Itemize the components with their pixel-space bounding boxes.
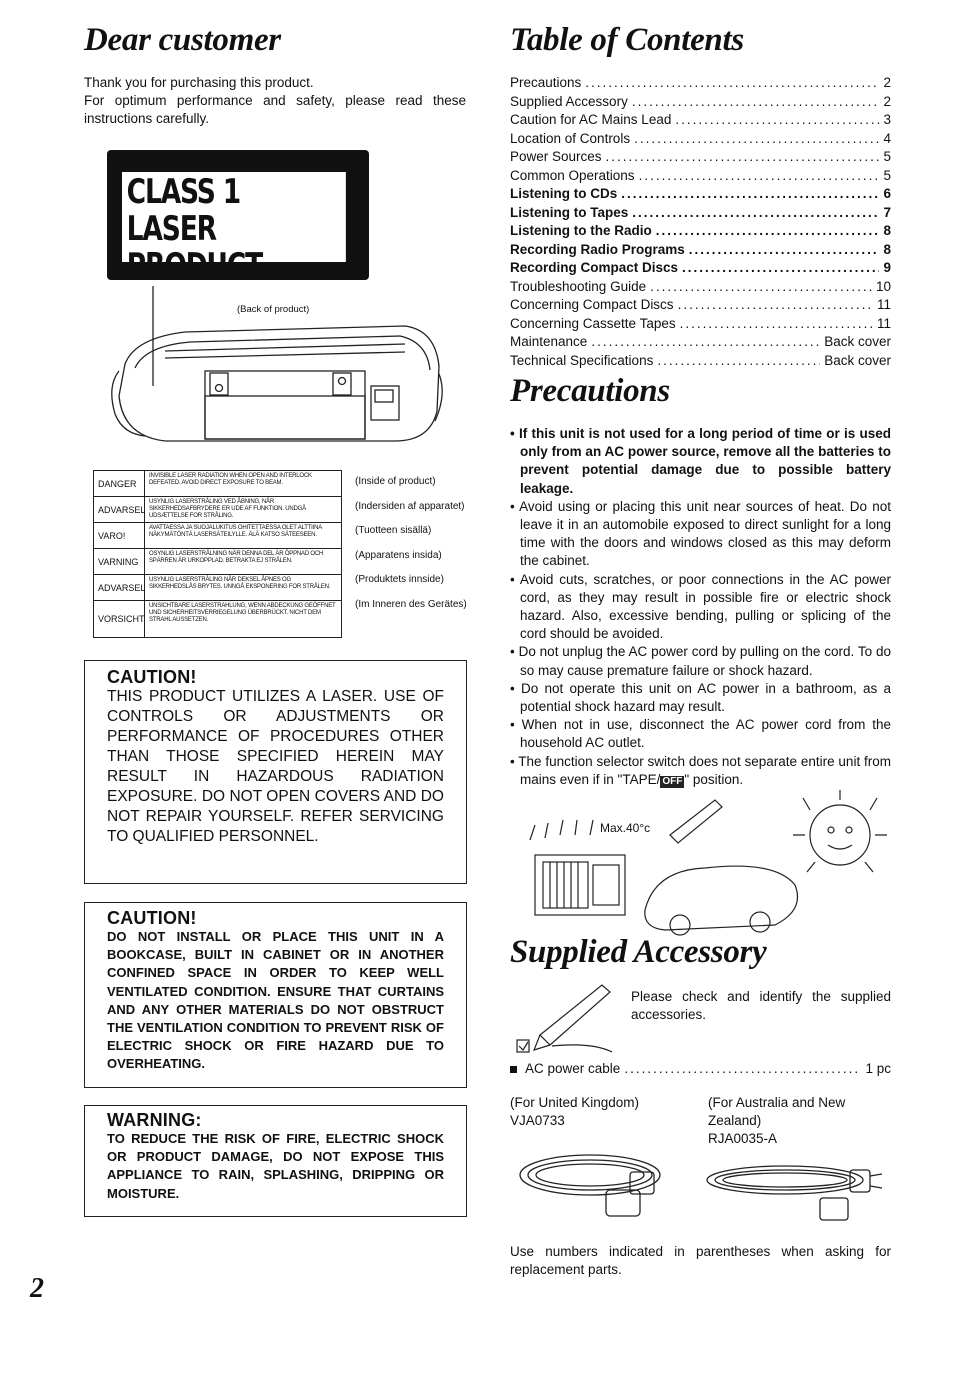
accessory-item-row [510,1061,891,1080]
toc-entry-label: Supplied Accessory [510,93,628,109]
warning-label-text: USYNLIG LASERSTRÅLING VED ÅBNING, NÅR SIKKERHEDSAFBRYDERE ER UDE AF FUNKTION. UNDGÅ UDSÆTTELSE FOR STRÅLING. [149,499,306,519]
accessory-au-part: RJA0035-A [708,1131,778,1146]
toc-entry-page: 2 [883,75,891,90]
precaution-item: • Do not operate this unit on AC power in a bathroom, as a potential shock hazard may result. [510,680,891,715]
laser-label-line-2: LASER PRODUCT [126,209,262,286]
precaution-item: • If this unit is not used for a long period of time or is used only from an AC power source, remove all the batteries to prevent potential damage due to possible battery leakage. [510,426,892,496]
toc-entry-label: Power Sources [510,149,602,164]
toc-list [510,75,891,371]
toc-entry [510,353,891,372]
toc-entry [510,168,891,187]
warning-label-lang: VORSICHT [94,601,145,637]
warning-label-text: USYNLIG LASERSTRÅLING NÅR DEKSEL ÅPNES OG SIKKERHEDSLÅS BRYTES. UNNGÅ EKSPONERING FOR STRÅLEN. [149,577,331,590]
laser-label-text [122,172,346,286]
toc-entry-label: Maintenance [510,334,588,349]
toc-entry-label: Concerning Compact Discs [510,297,674,312]
intro-line-1: Thank you for purchasing this product. [84,75,314,90]
accessory-check-text: Please check and identify the supplied accessories. [631,989,891,1022]
warning-label-row [94,601,341,637]
caution-text: DO NOT INSTALL OR PLACE THIS UNIT IN A BOOKCASE, BUILT IN CABINET OR IN ANOTHER CONFINED SPACE IN ORDER TO KEEP WELL VENTILATED CONDITION. ENSURE THAT CURTAINS AND ANY OTHER MATERIALS DO NOT OBSTRUCT THE VENTILATION CONDITION TO PREVENT RISK OF ELECTRIC SHOCK OR FIRE HAZARD DUE TO OVERHEATING. [107,929,444,1072]
warning-title: WARNING: [107,1110,202,1130]
toc-entry [510,149,891,168]
warning-label-text: AVATTAESSA JA SUOJALUKITUS OHITETTAESSA OLET ALTTIINA NÄKYMÄTÖNTÄ LASERSÄTEILYLLE. ÄLÄ KATSO SÄTEESEEN. [149,525,322,538]
toc-entry [510,316,891,335]
warning-label-text: UNSICHTBARE LASERSTRAHLUNG, WENN ABDECKUNG GEÖFFNET UND SICHERHEITSVERRIEGELUNG ÜBERBRÜCKT. NICHT DEM STRAHL AUSSETZEN. [149,603,336,623]
accessory-uk-label: (For United Kingdom) [510,1095,640,1110]
toc-entry-page: 4 [883,130,891,146]
accessory-uk-part: VJA0733 [510,1113,565,1128]
product-back-illustration [105,286,445,446]
warning-label-lang: VARNING [94,549,145,574]
toc-entry-label: Listening to the Radio [510,223,652,238]
back-caption: (Back of product) [237,304,310,315]
toc-title: Table of Contents [510,22,744,58]
temp-label: Max.40°c [600,821,651,835]
toc-entry [510,223,891,242]
warning-label-caption: (Indersiden af apparatet) [355,500,465,512]
warning-label-caption: (Apparatens insida) [355,549,442,561]
toc-entry-page: 2 [883,93,891,109]
warning-label-caption: (Inside of product) [355,476,436,487]
precautions-list [510,425,891,789]
warning-label-lang: ADVARSEL [94,497,145,522]
toc-entry [510,334,891,353]
toc-entry-page: 8 [883,241,891,257]
warning-box [84,1105,467,1217]
footer-note: Use numbers indicated in parentheses when asking for replacement parts. [510,1244,891,1277]
intro-line-2: For optimum performance and safety, please read these instructions carefully. [84,93,466,126]
supplied-accessory-title: Supplied Accessory [510,934,767,970]
toc-entry-label: Recording Compact Discs [510,260,679,275]
laser-label-line-1: CLASS 1 [126,172,241,212]
warning-label-row [94,471,341,497]
toc-entry-label: Caution for AC Mains Lead [510,112,672,127]
off-badge: OFF [662,775,683,787]
precautions-title: Precautions [510,373,670,409]
toc-entry-page: 10 [875,278,891,294]
warning-label-caption: (Tuotteen sisällä) [355,525,432,536]
toc-entry [510,242,891,261]
toc-entry [510,94,891,113]
warning-label-row [94,523,341,549]
toc-entry-label: Troubleshooting Guide [510,278,647,294]
toc-entry [510,75,891,94]
warning-text: TO REDUCE THE RISK OF FIRE, ELECTRIC SHOCK OR PRODUCT DAMAGE, DO NOT EXPOSE THIS APPLIANCE TO RAIN, SPLASHING, DRIPPING OR MOISTURE. [107,1131,444,1201]
caution-box-laser [84,660,467,884]
toc-entry [510,131,891,150]
power-cable-illustrations [510,1140,890,1230]
toc-entry-page: 11 [876,297,891,312]
precaution-item: • Do not unplug the AC power cord by pulling on the cord. To do so may cause premature failure or shock hazard. [510,644,891,678]
warning-label-lang: ADVARSEL [94,575,145,600]
toc-entry-label: Precautions [510,75,582,90]
warning-label-caption: (Produktets innside) [355,574,444,585]
warning-label-row [94,497,341,523]
warning-label-row [94,575,341,601]
page-number: 2 [30,1273,44,1304]
toc-entry-page: 8 [883,223,891,238]
toc-entry [510,186,891,205]
precaution-item: • The function selector switch does not separate entire unit from mains even if in "TAPE/ OFF " position. [510,753,891,787]
toc-entry-page: 5 [883,149,891,164]
accessory-au-label: (For Australia and New Zealand) [708,1095,846,1128]
toc-entry-page: 7 [883,204,891,220]
toc-entry [510,297,891,316]
caution-text: THIS PRODUCT UTILIZES A LASER. USE OF CONTROLS OR ADJUSTMENTS OR PERFORMANCE OF PROCEDURES OTHER THAN THOSE SPECIFIED HEREIN MAY RESULT IN HAZARDOUS RADIATION EXPOSURE. DO NOT OPEN COVERS AND DO NOT REPAIR YOURSELF. REFER SERVICING TO QUALIFIED PERSONNEL. [107,688,444,845]
toc-entry-label: Recording Radio Programs [510,241,685,257]
warning-label-caption: (Im Inneren des Gerätes) [355,598,467,610]
toc-entry-label: Listening to Tapes [510,204,629,220]
bullet-square-icon [510,1066,517,1073]
toc-entry-page: 9 [883,260,891,275]
toc-entry-label: Technical Specifications [510,352,654,368]
intro-text [84,74,466,128]
dear-customer-title: Dear customer [84,22,281,58]
warning-label-row [94,549,341,575]
toc-entry-label: Listening to CDs [510,186,618,201]
toc-entry-label: Common Operations [510,167,635,183]
warning-label-text: INVISIBLE LASER RADIATION WHEN OPEN AND INTERLOCK DEFEATED. AVOID DIRECT EXPOSURE TO BEAM. [149,473,312,486]
caution-title: CAUTION! [107,667,197,687]
precaution-item: • When not in use, disconnect the AC power cord from the household AC outlet. [510,717,891,751]
toc-entry-page: 11 [876,315,891,331]
toc-entry [510,112,891,131]
toc-entry [510,260,891,279]
warning-label-text: OSYNLIG LASERSTRÅLNING NÄR DENNA DEL ÄR ÖPPNAD OCH SPÄRREN ÄR URKOPPLAD. BETRAKTA EJ STRÅLEN. [149,551,324,564]
accessory-uk [510,1094,690,1130]
warning-labels-captions [355,476,467,623]
toc-entry-page: Back cover [824,352,891,368]
accessory-item-label: AC power cable [525,1061,621,1076]
toc-entry-label: Location of Controls [510,130,631,146]
toc-entry-label: Concerning Cassette Tapes [510,315,676,331]
toc-entry-page: 5 [883,167,891,183]
accessory-item-qty: 1 pc [865,1061,891,1076]
warning-label-lang: VARO! [94,523,145,548]
warning-label-lang: DANGER [94,471,145,496]
toc-entry-page: 6 [883,186,891,201]
toc-entry [510,205,891,224]
caution-box-ventilation [84,902,467,1088]
warning-labels-table [93,470,342,638]
precaution-item: • Avoid using or placing this unit near sources of heat. Do not leave it in an automobile exposed to direct sunlight for a long time with the doors and windows closed as this may deform the cabinet. [510,498,891,569]
precaution-item: • Avoid cuts, scratches, or poor connections in the AC power cord, as they may result in possible fire or electric shock hazard. Also, excessive bending, pulling or splicing of the cord should be avoided. [510,571,892,642]
pen-check-illustration [512,980,632,1060]
heat-warning-illustration [515,790,895,940]
toc-entry [510,279,891,298]
toc-entry-page: 3 [883,112,891,127]
caution-title: CAUTION! [107,908,197,928]
toc-entry-page: Back cover [824,334,891,349]
